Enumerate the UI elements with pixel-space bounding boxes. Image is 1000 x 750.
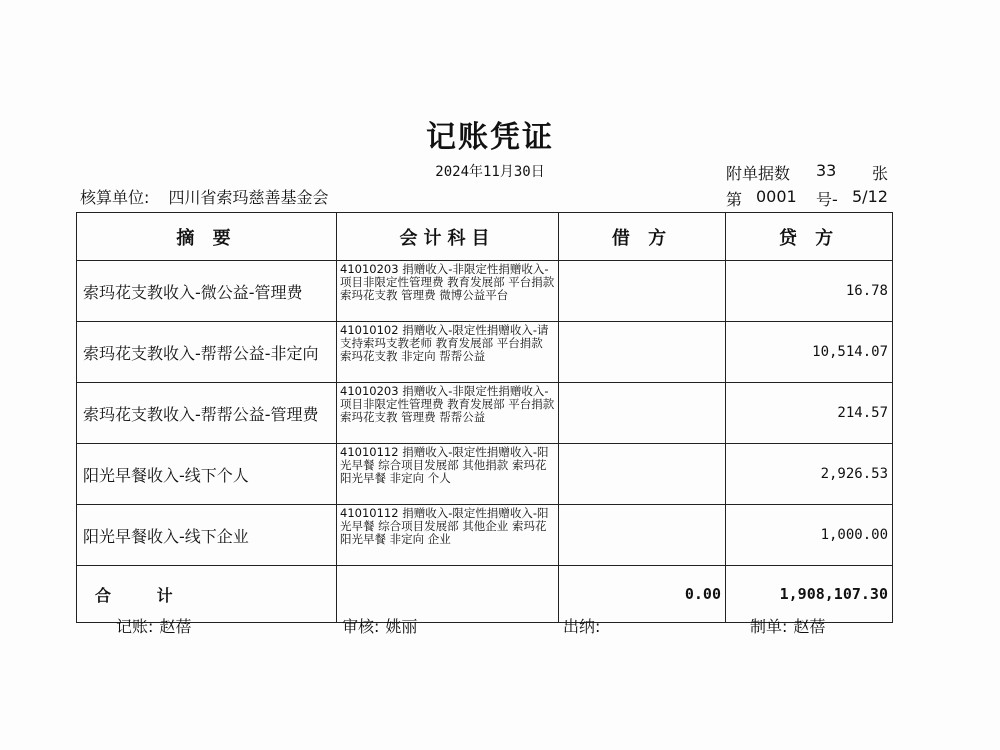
unit-name: 四川省索玛慈善基金会 bbox=[168, 188, 329, 207]
row-account: 41010112 捐赠收入-限定性捐赠收入-阳光早餐 综合项目发展部 其他捐款 索玛花阳光早餐 非定向 个人 bbox=[337, 444, 559, 505]
row-debit bbox=[559, 261, 726, 322]
cashier-signature bbox=[563, 614, 606, 637]
row-account: 41010203 捐赠收入-非限定性捐赠收入-项目非限定性管理费 教育发展部 平台捐款 索玛花支教 管理费 微博公益平台 bbox=[337, 261, 559, 322]
bookkeeper-name: 赵蓓 bbox=[159, 617, 192, 636]
header-summary: 摘 要 bbox=[77, 213, 337, 261]
attachment-unit: 张 bbox=[872, 164, 889, 183]
header-account: 会计科目 bbox=[337, 213, 559, 261]
auditor-name: 姚丽 bbox=[385, 617, 418, 636]
row-credit: 214.57 bbox=[726, 383, 893, 444]
total-credit: 1,908,107.30 bbox=[726, 566, 893, 623]
row-account: 41010112 捐赠收入-限定性捐赠收入-阳光早餐 综合项目发展部 其他企业 索玛花阳光早餐 非定向 企业 bbox=[337, 505, 559, 566]
header-debit: 借 方 bbox=[559, 213, 726, 261]
attachment-count: 33 bbox=[816, 161, 837, 180]
voucher-no-suffix: 号- bbox=[816, 190, 838, 209]
row-credit: 16.78 bbox=[726, 261, 893, 322]
header-credit: 贷 方 bbox=[726, 213, 893, 261]
table-row bbox=[77, 322, 893, 383]
row-summary: 索玛花支教收入-帮帮公益-管理费 bbox=[77, 383, 337, 444]
table-row bbox=[77, 261, 893, 322]
total-label: 合 计 bbox=[77, 566, 337, 623]
preparer-name: 赵蓓 bbox=[793, 617, 826, 636]
voucher-no-prefix: 第 bbox=[726, 190, 743, 209]
attachment-info bbox=[726, 161, 889, 184]
voucher-no-page: 5/12 bbox=[852, 187, 888, 206]
table-row bbox=[77, 383, 893, 444]
accounting-unit bbox=[80, 185, 329, 208]
table-row bbox=[77, 444, 893, 505]
voucher-no-value: 0001 bbox=[756, 187, 797, 206]
voucher-table bbox=[76, 212, 893, 623]
row-credit: 1,000.00 bbox=[726, 505, 893, 566]
bookkeeper-label: 记账: bbox=[116, 617, 154, 636]
unit-label: 核算单位: bbox=[80, 188, 150, 207]
voucher-title: 记账凭证 bbox=[426, 120, 554, 155]
table-row bbox=[77, 505, 893, 566]
auditor-signature bbox=[342, 614, 417, 637]
voucher-date: 2024年11月30日 bbox=[435, 164, 545, 180]
row-summary: 索玛花支教收入-微公益-管理费 bbox=[77, 261, 337, 322]
row-debit bbox=[559, 383, 726, 444]
table-header-row bbox=[77, 213, 893, 261]
row-summary: 索玛花支教收入-帮帮公益-非定向 bbox=[77, 322, 337, 383]
row-summary: 阳光早餐收入-线下个人 bbox=[77, 444, 337, 505]
row-account: 41010203 捐赠收入-非限定性捐赠收入-项目非限定性管理费 教育发展部 平台捐款 索玛花支教 管理费 帮帮公益 bbox=[337, 383, 559, 444]
row-debit bbox=[559, 444, 726, 505]
total-debit: 0.00 bbox=[559, 566, 726, 623]
row-debit bbox=[559, 505, 726, 566]
row-credit: 10,514.07 bbox=[726, 322, 893, 383]
row-debit bbox=[559, 322, 726, 383]
auditor-label: 审核: bbox=[342, 617, 380, 636]
cashier-label: 出纳: bbox=[563, 617, 601, 636]
row-account: 41010102 捐赠收入-限定性捐赠收入-请支持索玛支教老师 教育发展部 平台捐款 索玛花支教 非定向 帮帮公益 bbox=[337, 322, 559, 383]
row-summary: 阳光早餐收入-线下企业 bbox=[77, 505, 337, 566]
bookkeeper-signature bbox=[116, 614, 191, 637]
row-credit: 2,926.53 bbox=[726, 444, 893, 505]
preparer-signature bbox=[750, 614, 825, 637]
preparer-label: 制单: bbox=[750, 617, 788, 636]
attachment-label: 附单据数 bbox=[726, 164, 791, 183]
